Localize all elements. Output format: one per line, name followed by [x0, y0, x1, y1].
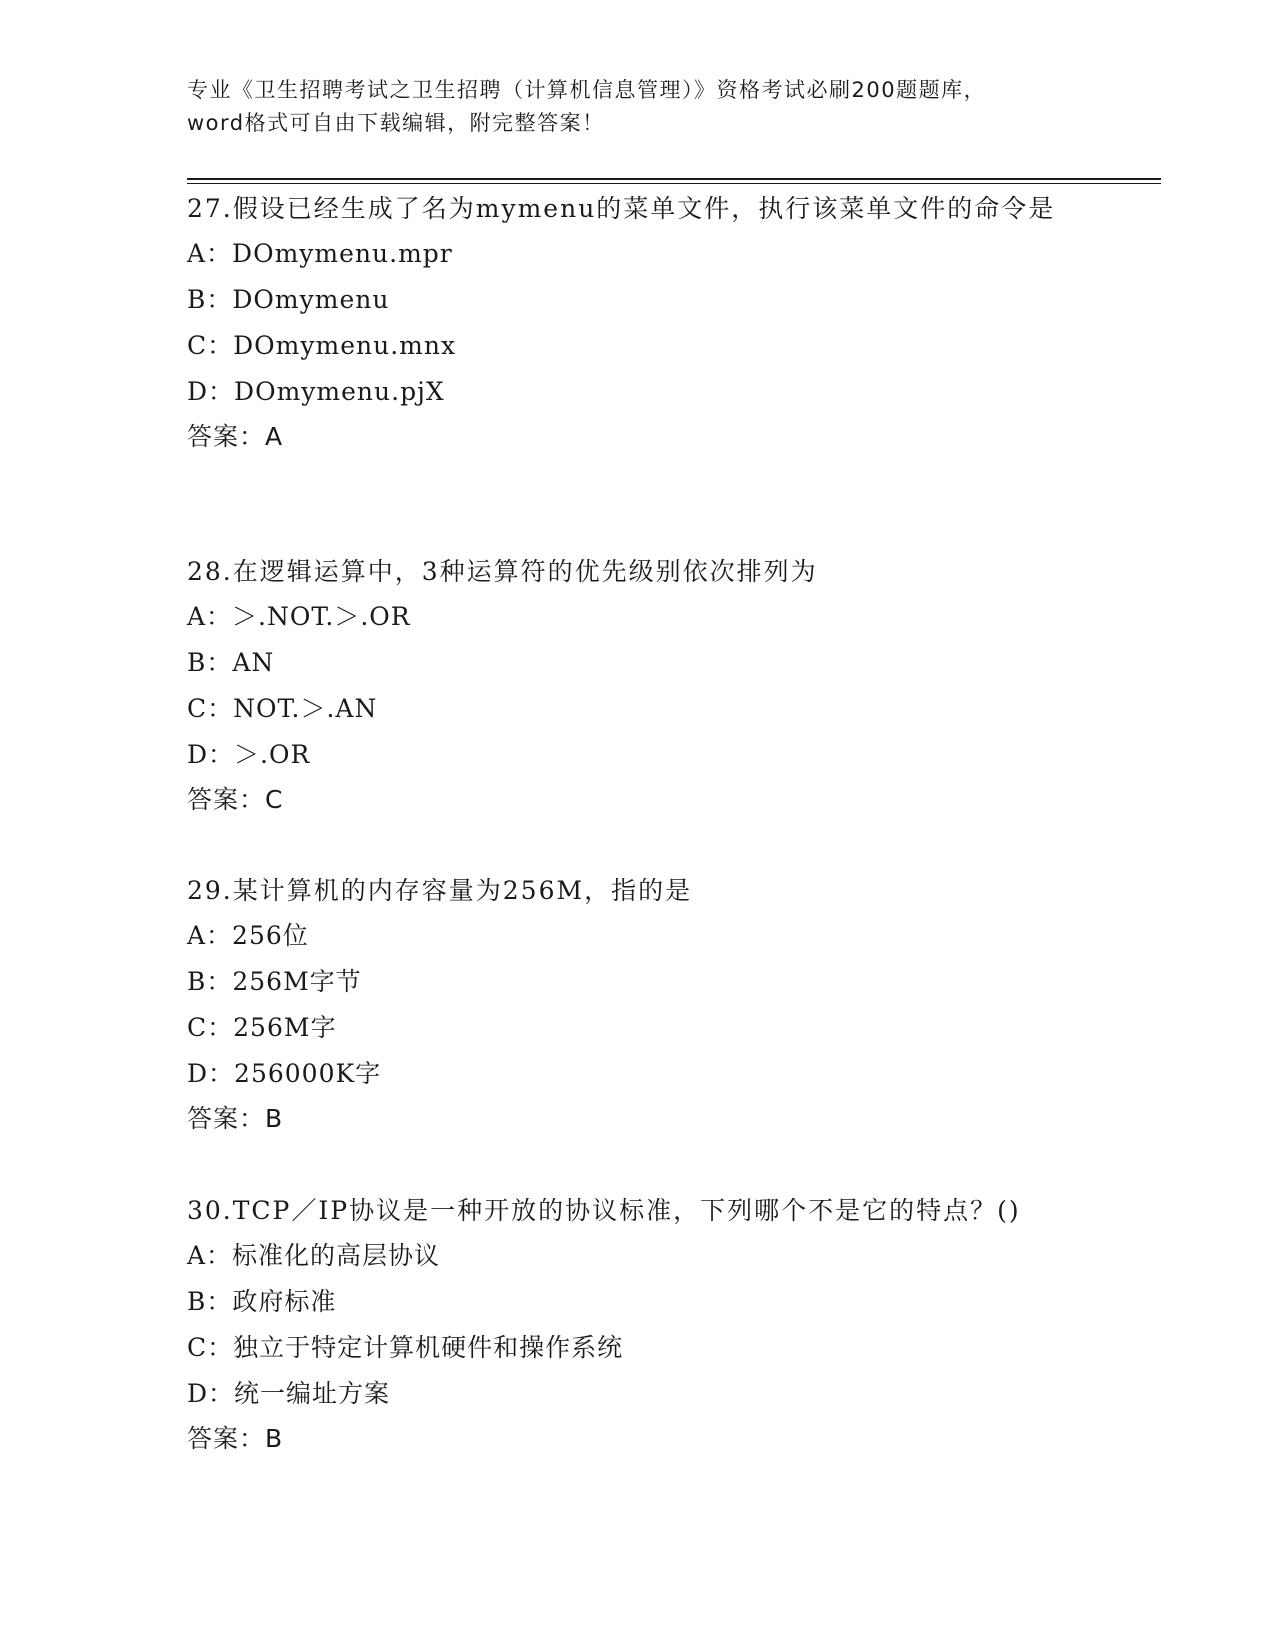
option-a: A：＞.NOT.＞.OR: [187, 602, 411, 631]
answer: 答案：A: [187, 422, 284, 451]
question-27: [187, 186, 1087, 459]
option-c: C：DOmymenu.mnx: [187, 331, 457, 360]
header-divider-thin: [187, 183, 1161, 184]
option-a: A：256位: [187, 921, 309, 950]
option-d: D：DOmymenu.pjX: [187, 377, 445, 406]
question-stem: 28.在逻辑运算中，3种运算符的优先级别依次排列为: [187, 557, 818, 586]
option-b: B：AN: [187, 648, 275, 677]
question-30: [187, 1188, 1087, 1461]
option-b: B：DOmymenu: [187, 285, 390, 314]
question-stem: 29.某计算机的内存容量为256M，指的是: [187, 876, 693, 905]
option-b: B：256M字节: [187, 967, 362, 996]
option-c: C：256M字: [187, 1013, 337, 1042]
option-d: D：＞.OR: [187, 740, 311, 769]
option-d: D：统一编址方案: [187, 1379, 391, 1408]
option-d: D：256000K字: [187, 1059, 382, 1088]
option-a: A：DOmymenu.mpr: [187, 239, 453, 268]
question-29: [187, 868, 1087, 1141]
answer: 答案：C: [187, 785, 284, 814]
answer: 答案：B: [187, 1424, 284, 1453]
header-line-2: word格式可自由下载编辑，附完整答案！: [187, 111, 605, 135]
answer: 答案：B: [187, 1104, 284, 1133]
option-b: B：政府标准: [187, 1287, 337, 1316]
document-header: [187, 74, 1087, 140]
header-divider-thick: [187, 178, 1161, 180]
header-line-1: 专业《卫生招聘考试之卫生招聘（计算机信息管理）》资格考试必刷200题题库，: [187, 78, 987, 102]
question-28: [187, 549, 1087, 822]
option-c: C：独立于特定计算机硬件和操作系统: [187, 1333, 624, 1362]
question-stem: 30.TCP／IP协议是一种开放的协议标准，下列哪个不是它的特点？(): [187, 1196, 1021, 1225]
option-a: A：标准化的高层协议: [187, 1241, 441, 1270]
question-stem: 27.假设已经生成了名为mymenu的菜单文件，执行该菜单文件的命令是: [187, 194, 1056, 223]
option-c: C：NOT.＞.AN: [187, 694, 378, 723]
